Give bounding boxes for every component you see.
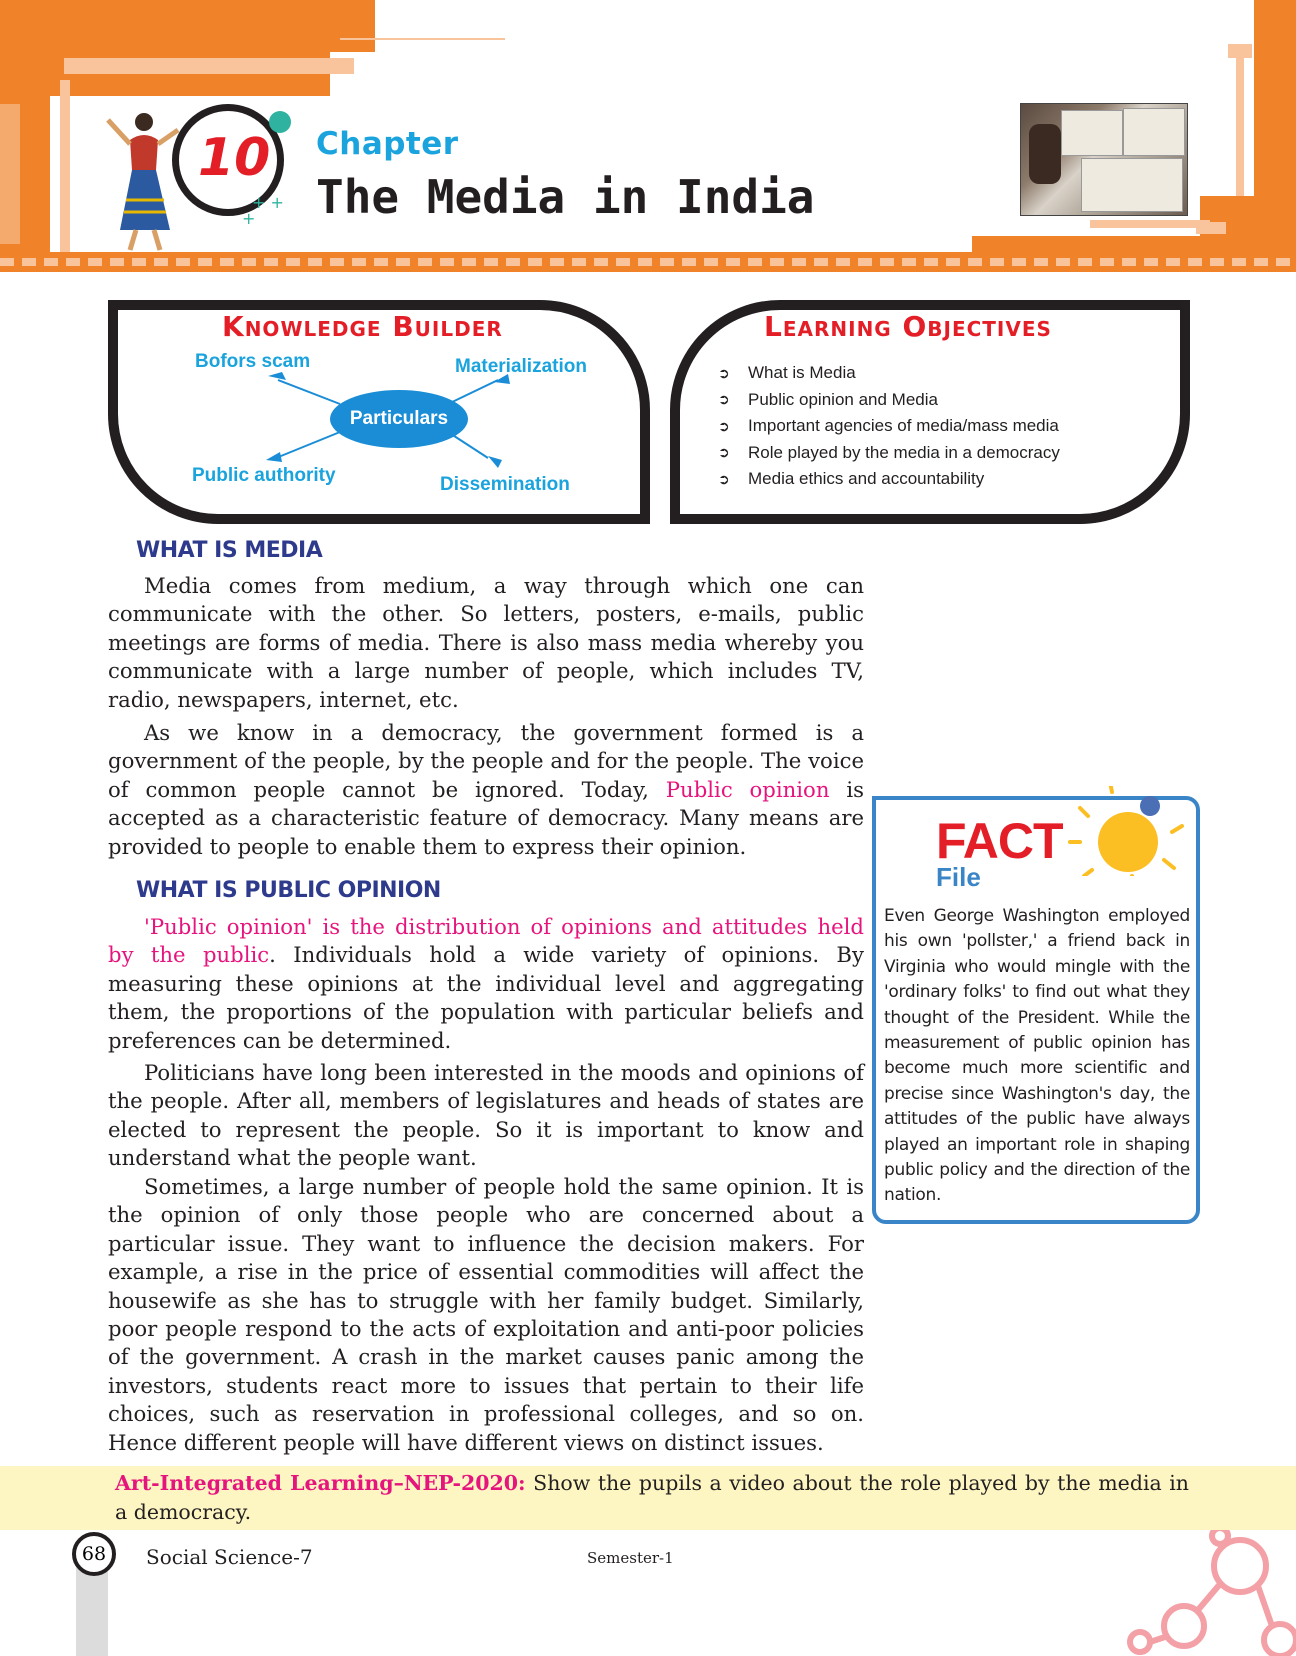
knowledge-builder-title: Knowledge Builder — [222, 310, 503, 343]
arrow-bullet-icon: ➲ — [718, 417, 730, 434]
public-opinion-highlight: Public opinion — [665, 776, 830, 802]
footer-book-title: Social Science-7 — [146, 1545, 313, 1569]
page-number: 68 — [72, 1532, 116, 1576]
media-paragraph-1: Media comes from medium, a way through which one can communicate with the other. So letters, posters, e-mails, public meetings are forms of media. There is also mass media whereby you communicate with a large number of people, which includes TV, radio, newspapers, internet, etc. — [108, 573, 864, 712]
svg-text:+ +: + + — [252, 193, 284, 212]
kb-term-bofors: Bofors scam — [195, 351, 311, 372]
kb-term-public-authority: Public authority — [192, 465, 336, 486]
arrow-bullet-icon: ➲ — [718, 364, 730, 381]
public-opinion-paragraph-1: 'Public opinion' is the distribution of opinions and attitudes held by the public. Individuals hold a wide variety of opinions. By measuring these opinions at the individual level and aggregating them, the proportions of the population with particular beliefs and preferences can be determined. — [108, 914, 864, 1053]
public-opinion-paragraph-2: Politicians have long been interested in the moods and opinions of the people. After all, members of legislatures and heads of states are elected to represent the people. So it is important to know and understand what the people want. — [108, 1060, 864, 1171]
kb-center-node: Particulars — [330, 390, 468, 448]
arrow-bullet-icon: ➲ — [718, 470, 730, 487]
kb-term-dissemination: Dissemination — [440, 474, 570, 495]
definition-highlight: 'Public opinion' is the distribution of opinions and attitudes held by the public — [108, 914, 864, 968]
badge-decoration — [240, 108, 300, 228]
public-opinion-paragraph-3: Sometimes, a large number of people hold the same opinion. It is the opinion of only those people who are concerned about a particular issue. They want to influence the decision makers. For example, a rise in the price of essential commodities will affect the housewife as she has to struggle with her family budget. Similarly, poor people respond to the acts of exploitation and anti-poor policies of the government. A crash in the market causes panic among the investors, students react more to issues that pertain to their life choices, such as reservation in professional colleges, and so on. Hence different people will have different views on distinct issues. — [108, 1174, 864, 1455]
objective-item: ➲ Important agencies of media/mass media — [718, 416, 1059, 436]
learning-objectives-title: Learning Objectives — [764, 310, 1052, 343]
fact-file-title: FACT — [936, 813, 1063, 869]
lightbulb-icon — [1068, 786, 1188, 876]
media-paragraph-2: As we know in a democracy, the government formed is a government of the people, by the people and for the people. The voice of common people cannot be ignored. Today, Public opinion is accepted as a characteristic feature of democracy. Many means are provided to people to enable them to express their opinion. — [108, 720, 864, 859]
section-heading-what-is-media: WHAT IS MEDIA — [136, 538, 323, 563]
chapter-number: 10 — [198, 128, 271, 188]
section-heading-public-opinion: WHAT IS PUBLIC OPINION — [136, 878, 441, 903]
objective-item: ➲ Public opinion and Media — [718, 389, 938, 409]
objective-item: ➲ Role played by the media in a democracy — [718, 442, 1060, 462]
chapter-title: The Media in India — [316, 170, 815, 224]
arrow-bullet-icon: ➲ — [718, 444, 730, 461]
molecule-decoration — [1120, 1530, 1296, 1656]
activity-label: Art-Integrated Learning–NEP-2020: — [115, 1471, 526, 1495]
objective-item: ➲ Media ethics and accountability — [718, 469, 985, 489]
svg-text:+: + — [242, 209, 256, 228]
greek-key-border — [0, 258, 1296, 266]
arrow-bullet-icon: ➲ — [718, 391, 730, 408]
newspaper-photo — [1020, 103, 1188, 216]
kb-term-materialization: Materialization — [455, 356, 587, 377]
learning-objectives-list — [718, 360, 1060, 493]
chapter-label: Chapter — [316, 126, 459, 162]
objective-item: ➲ What is Media — [718, 363, 856, 383]
footer-semester: Semester-1 — [587, 1549, 674, 1567]
fact-file-text: Even George Washington employed his own 'pollster,' a friend back in Virginia who would mingle with the 'ordinary folks' to find out what they thought of the President. While the measurement of public opinion has become much more scientific and precise since Washington's day, the attitudes of the public have always played an important role in shaping public policy and the direction of the nation. — [884, 906, 1190, 1206]
activity-text: Art-Integrated Learning–NEP-2020: Show the pupils a video about the role played by the media in a democracy. — [115, 1471, 1190, 1524]
fact-file-subtitle: File — [936, 862, 981, 892]
